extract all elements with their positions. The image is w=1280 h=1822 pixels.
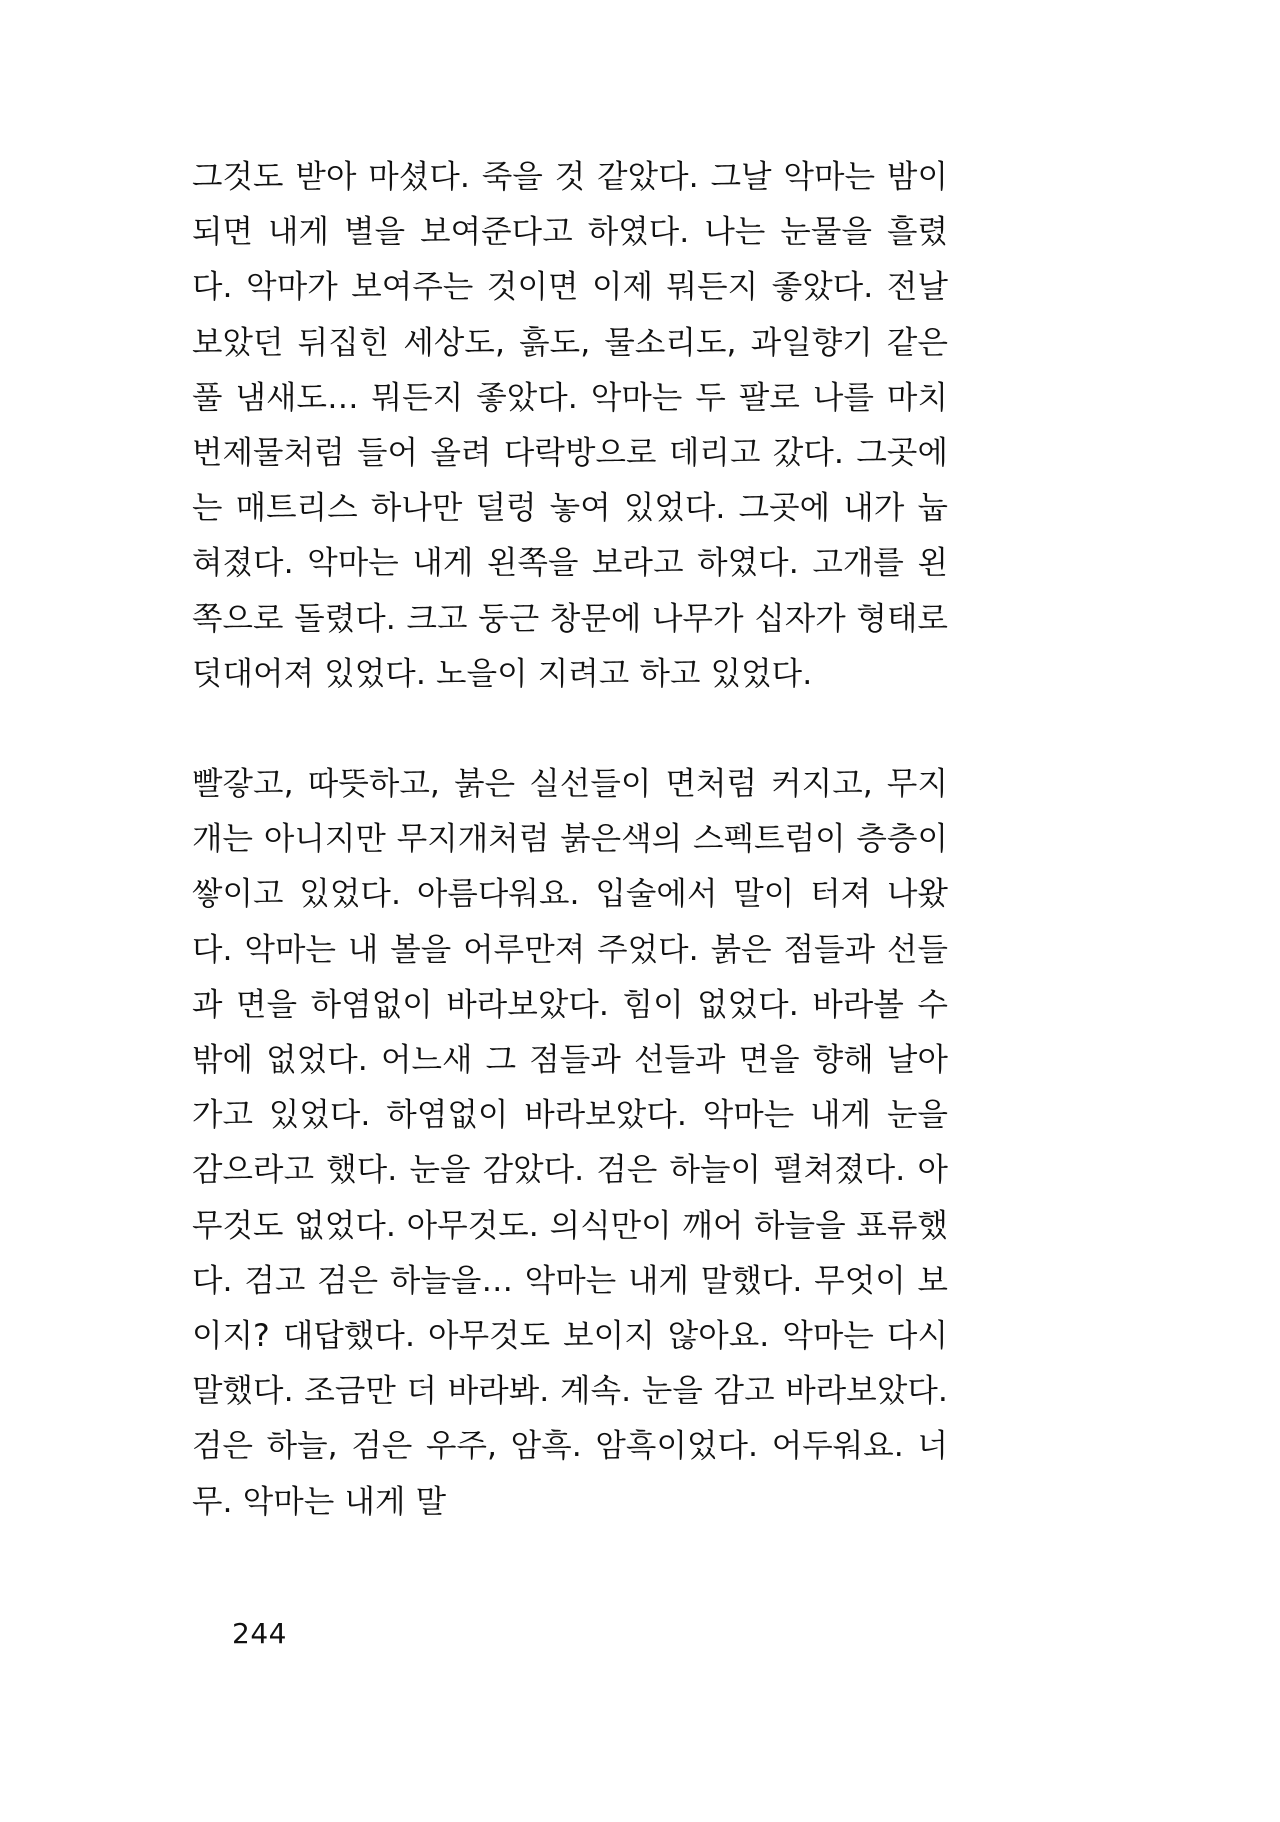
page-number: 244 <box>232 1617 287 1650</box>
paragraph-2: 빨갛고, 따뜻하고, 붉은 실선들이 면처럼 커지고, 무지개는 아니지만 무지개처럼 붉은색의 스펙트럼이 층층이 쌓이고 있었다. 아름다워요. 입술에서 말이 터져 나왔다. 악마는 내 볼을 어루만져 주었다. 붉은 점들과 선들과 면을 하염없이 바라보았다. 힘이 없었다. 바라볼 수밖에 없었다. 어느새 그 점들과 선들과 면을 향해 날아가고 있었다. 하염없이 바라보았다. 악마는 내게 눈을 감으라고 했다. 눈을 감았다. 검은 하늘이 펼쳐졌다. 아무것도 없었다. 아무것도. 의식만이 깨어 하늘을 표류했다. 검고 검은 하늘을… 악마는 내게 말했다. 무엇이 보이지? 대답했다. 아무것도 보이지 않아요. 악마는 다시 말했다. 조금만 더 바라봐. 계속. 눈을 감고 바라보았다. 검은 하늘, 검은 우주, 암흑. 암흑이었다. 어두워요. 너무. 악마는 내게 말 <box>192 766 948 1520</box>
paragraph-1: 그것도 받아 마셨다. 죽을 것 같았다. 그날 악마는 밤이 되면 내게 별을 보여준다고 하였다. 나는 눈물을 흘렸다. 악마가 보여주는 것이면 이제 뭐든지 좋았다. 전날 보았던 뒤집힌 세상도, 흙도, 물소리도, 과일향기 같은 풀 냄새도… 뭐든지 좋았다. 악마는 두 팔로 나를 마치 번제물처럼 들어 올려 다락방으로 데리고 갔다. 그곳에는 매트리스 하나만 덜렁 놓여 있었다. 그곳에 내가 눕혀졌다. 악마는 내게 왼쪽을 보라고 하였다. 고개를 왼쪽으로 돌렸다. 크고 둥근 창문에 나무가 십자가 형태로 덧대어져 있었다. 노을이 지려고 하고 있었다. <box>192 159 948 692</box>
body-text-block <box>192 150 948 1530</box>
